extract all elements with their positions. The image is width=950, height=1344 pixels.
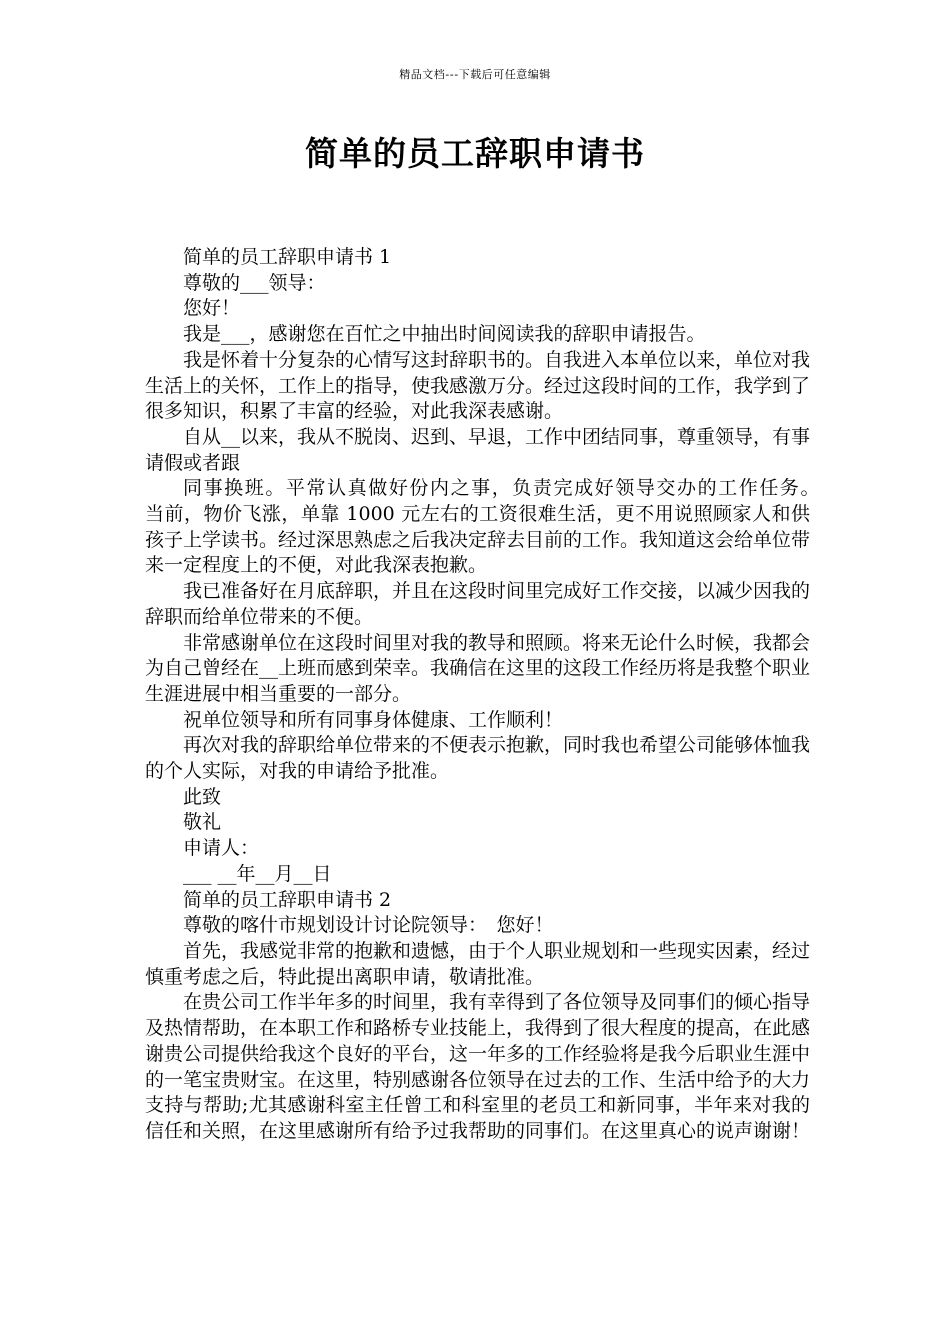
paragraph: 祝单位领导和所有同事身体健康、工作顺利！ <box>183 708 564 731</box>
document-body <box>145 245 849 1145</box>
closing-line: 敬礼 <box>183 811 222 834</box>
date-line: ___ __年__月__日 <box>183 862 332 885</box>
paragraph: 我是怀着十分复杂的心情写这封辞职书的。自我进入本单位以来，单位对我生活上的关怀，工作上的指导，使我感激万分。经过这段时间的工作，我学到了很多知识，积累了丰富的经验，对此我深表感谢。 <box>145 348 811 423</box>
paragraph: 我是___，感谢您在百忙之中抽出时间阅读我的辞职申请报告。 <box>183 323 706 346</box>
paragraph: 首先，我感觉非常的抱歉和遗憾，由于个人职业规划和一些现实因素，经过慎重考虑之后，特此提出离职申请，敬请批准。 <box>145 939 811 988</box>
paragraph: 我已准备好在月底辞职，并且在这段时间里完成好工作交接，以减少因我的辞职而给单位带来的不便。 <box>145 580 811 628</box>
section-heading: 简单的员工辞职申请书 2 <box>183 888 392 911</box>
paragraph: 非常感谢单位在这段时间里对我的教导和照顾。将来无论什么时候，我都会为自己曾经在__上班而感到荣幸。我确信在这里的这段工作经历将是我整个职业生涯进展中相当重要的一部分。 <box>145 631 811 705</box>
greeting: 您好！ <box>183 297 241 320</box>
signature-label: 申请人： <box>183 837 260 860</box>
section-heading: 简单的员工辞职申请书 1 <box>183 246 392 268</box>
paragraph: 同事换班。平常认真做好份内之事，负责完成好领导交办的工作任务。 当前，物价飞涨，单靠 1000 元左右的工资很难生活，更不用说照顾家人和供孩子上学读书。经过深思熟虑之后我决定辞去目前的工作。我知道这会给单位带来一定程度上的不便，对此我深表抱歉。 <box>145 477 849 577</box>
document-title: 简单的员工辞职申请书 <box>305 134 645 173</box>
paragraph: 自从__以来，我从不脱岗、迟到、早退，工作中团结同事，尊重领导，有事请假或者跟 <box>145 425 811 474</box>
closing-line: 此致 <box>183 785 222 808</box>
salutation: 尊敬的喀什市规划设计讨论院领导： 您好！ <box>183 914 554 937</box>
salutation: 尊敬的___领导： <box>183 271 326 294</box>
paragraph: 在贵公司工作半年多的时间里，我有幸得到了各位领导及同事们的倾心指导及热情帮助，在本职工作和路桥专业技能上，我得到了很大程度的提高，在此感谢贵公司提供给我这个良好的平台，这一年多的工作经验将是我今后职业生涯中的一笔宝贵财宝。在这里，特别感谢各位领导在过去的工作、生活中给予的大力支持与帮助;尤其感谢科室主任曾工和科室里的老员工和新同事，半年来对我的信任和关照，在这里感谢所有给予过我帮助的同事们。在这里真心的说声谢谢！ <box>145 991 811 1142</box>
header-note: 精品文档---下载后可任意编辑 <box>399 68 551 81</box>
paragraph: 再次对我的辞职给单位带来的不便表示抱歉，同时我也希望公司能够体恤我的个人实际，对我的申请给予批准。 <box>145 734 811 783</box>
